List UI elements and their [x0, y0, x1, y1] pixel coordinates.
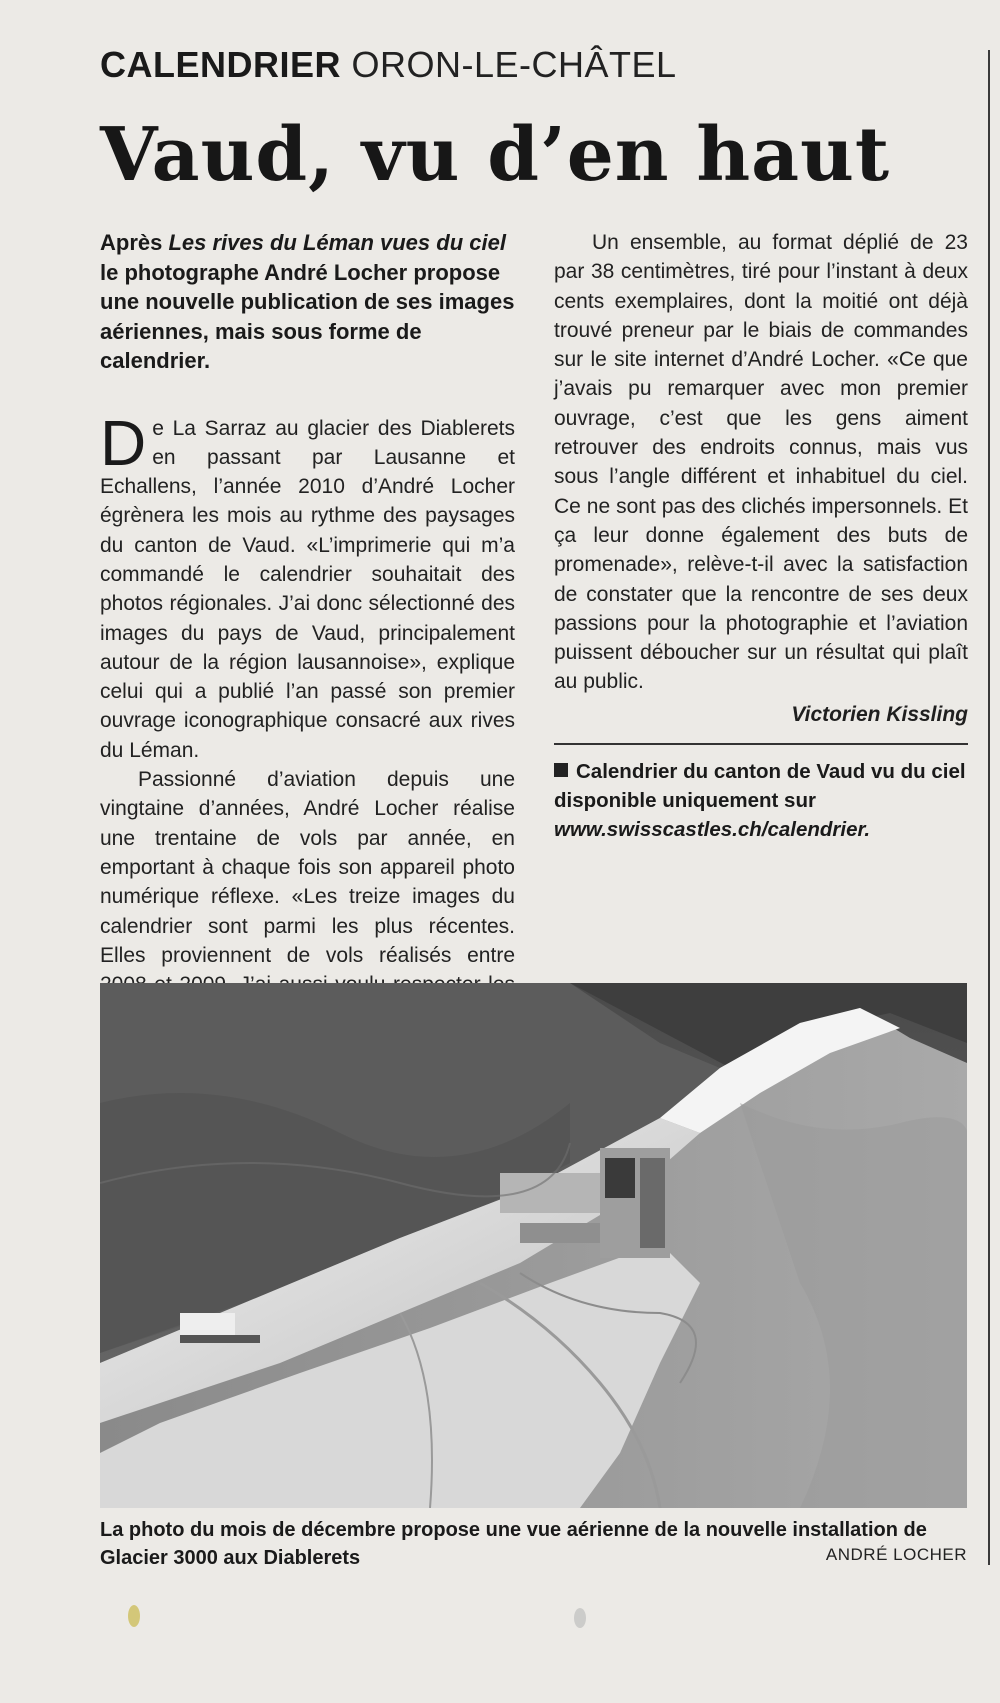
aerial-photo — [100, 983, 967, 1508]
info-url: www.swisscastles.ch/calendrier. — [554, 817, 871, 841]
left-column — [100, 228, 515, 1058]
author-byline: Victorien Kissling — [791, 702, 968, 726]
info-divider — [554, 743, 968, 745]
photo-credit: ANDRÉ LOCHER — [825, 1545, 967, 1564]
right-column — [554, 228, 968, 844]
print-mark — [128, 1605, 140, 1627]
photo-caption: La photo du mois de décembre propose une vue aérienne de la nouvelle installation de Glacier 3000 aux Diablerets — [100, 1519, 927, 1569]
bullet-square-icon — [554, 763, 568, 777]
info-text: Calendrier du canton de Vaud vu du ciel disponible uniquement sur — [554, 759, 966, 812]
paragraph-3: Un ensemble, au format déplié de 23 par 38 centimètres, tiré pour l’instant à deux cents exemplaires, dont la moitié ont déjà trouvé preneur par le biais de commandes sur le site internet d’André Locher. «Ce que j’avais pu remarquer avec mon premier ouvrage, c’est que les gens aiment retrouver des endroits connus, mais vus sous l’angle différent et inhabituel du ciel. Ce ne sont pas des clichés impersonnels. Et ça leur donne également des buts de promenade», relève-t-il avec la satisfaction de constater que la rencontre de ses deux passions pour la photographie et l’aviation puissent déboucher sur un résultat qui plaît au public. — [554, 231, 968, 694]
kicker-location: ORON-LE-CHÂTEL — [351, 44, 677, 85]
article-headline: Vaud, vu d’en haut — [100, 112, 891, 198]
paragraph-1-text: e La Sarraz au glacier des Diablerets en passant par Lausanne et Echallens, l’année 2010 d’André Locher égrènera les mois au rythme des paysages du canton de Vaud. «L’imprimerie qui m’a commandé le calendrier souhaitait des photos régionales. J’ai donc sélectionné des images du pays de Vaud, principalement autour de la région lausannoise», explique celui qui a publié l’an passé son premier ouvrage iconographique consacré aux rives du Léman. — [100, 416, 515, 762]
info-box — [554, 757, 968, 844]
lead-book-title: Les rives du Léman vues du ciel — [168, 230, 506, 255]
kicker-rubric: CALENDRIER — [100, 44, 342, 85]
lead-part-1: Après — [100, 230, 169, 255]
paragraph-1 — [100, 406, 515, 766]
article-kicker — [100, 40, 677, 90]
column-rule — [988, 50, 990, 1565]
article-lead — [100, 228, 515, 376]
photo-illustration — [100, 983, 967, 1508]
lead-part-2: le photographe André Locher propose une nouvelle publication de ses images aériennes, mais sous forme de calendrier. — [100, 259, 515, 373]
paragraph-2: Passionné d’aviation depuis une vingtaine d’années, André Locher réalise une trentaine de vols par année, en emportant à chaque fois son appareil photo numérique réflexe. «Les treize images du calendrier sont parmi les plus récentes. Elles proviennent de vols réalisés entre — [100, 768, 515, 967]
print-mark — [574, 1608, 586, 1628]
drop-cap: D — [100, 406, 147, 479]
